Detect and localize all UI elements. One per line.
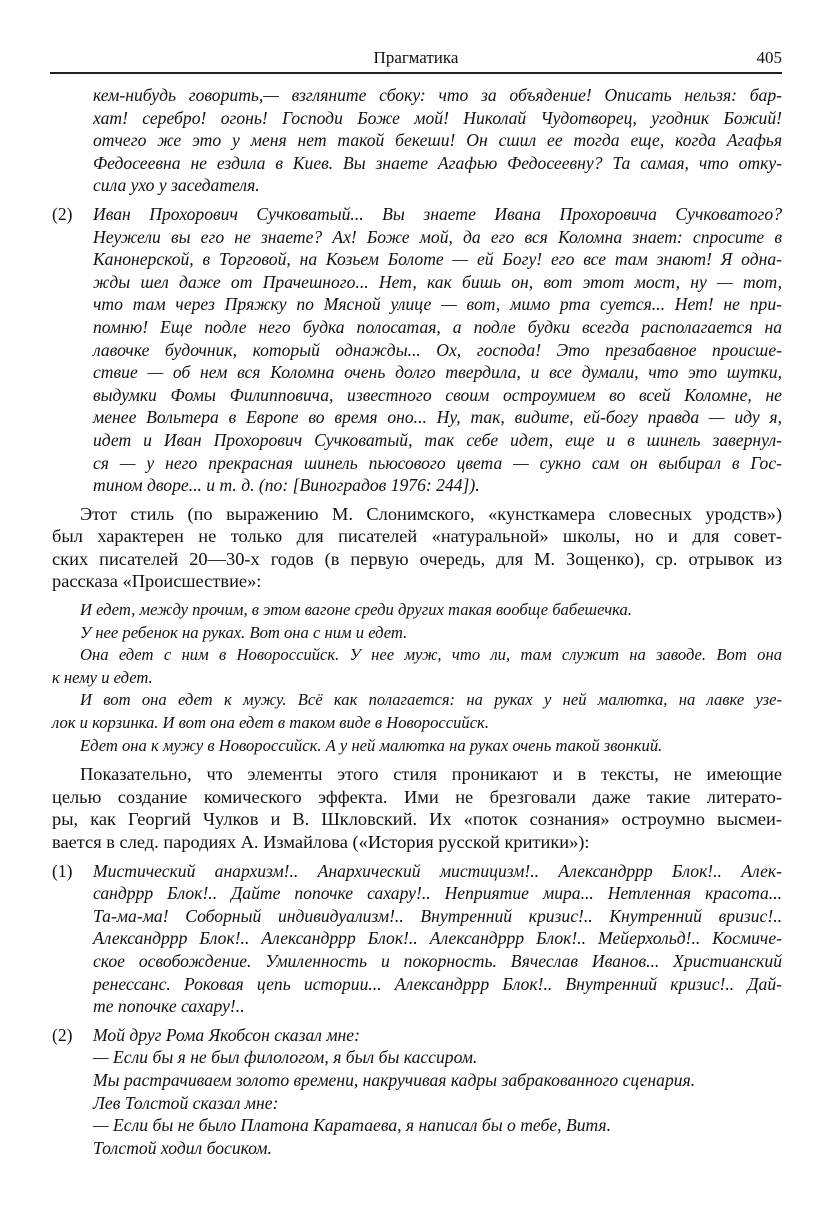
numbered-example [52,860,782,1018]
text-line: рассказа «Происшествие»: [52,571,262,592]
text-line: У нее ребенок на руках. Вот она с ним и едет. [80,622,408,642]
text-line: целью создание комического эффекта. Ими не брезговали даже такие литерато- [52,786,782,807]
text-line: Этот стиль (по выражению М. Слонимского, «кунсткамера словесных уродств») [80,503,782,524]
text-line: Она едет с ним в Новороссийск. У нее муж, что ли, там служит на заводе. Вот она [80,645,782,665]
text-line: Канонерской, в Торговой, на Козьем Болоте — ей Богу! его все там знают! Я одна- [93,249,782,270]
body-paragraph [52,763,782,853]
text-line: те попочке сахару!.. [93,996,245,1017]
text-line: помню! Еще подле него будка полосатая, а подле будки всегда располагается на [93,316,782,337]
text-line: кем-нибудь говорить,— взгляните сбоку: что за объядение! Описать нельзя: бар- [93,85,782,105]
example-number: (1) [52,860,73,881]
page-body [52,84,782,1165]
text-line: Едет она к мужу в Новороссийск. А у ней малютка на руках очень такой звонкий. [80,735,663,755]
text-line: был характерен не только для писателей «натуральной» школы, но и для совет- [52,526,782,547]
numbered-example [52,1024,782,1160]
quote-continuation [52,84,782,197]
text-line: ских писателей 20—30-х годов (в первую очередь, для М. Зощенко), ср. отрывок из [52,548,782,569]
text-line: выдумки Фомы Филипповича, известного своим остроумием во всей Коломне, не [93,384,782,405]
text-line: ры, как Георгий Чулков и В. Шкловский. Их «поток сознания» остроумно высмеи- [52,809,782,830]
text-line: И едет, между прочим, в этом вагоне среди других такая вообще бабешечка. [80,600,632,620]
text-line: ренессанс. Роковая цепь истории... Александррр Блок!.. Внутренний кризис!.. Дай- [93,973,782,994]
text-line: ся — у него прекрасная шинель пьюсового цвета — сукно сам он выбирал в Гос- [93,452,782,473]
text-line: Мой друг Рома Якобсон сказал мне: [93,1024,360,1045]
text-line: лок и корзинка. И вот она едет в таком виде в Новороссийск. [52,713,489,733]
running-title: Прагматика [373,48,459,67]
example-number: (2) [52,1024,73,1045]
text-line: Иван Прохорович Сучковатый... Вы знаете Ивана Прохоровича Сучковатого? [93,203,782,224]
text-line: Та-ма-ма! Соборный индивидуализм!.. Внутренний кризис!.. Кнутренний вризис!.. [93,905,782,926]
text-line: Показательно, что элементы этого стиля проникают и в тексты, не имеющие [80,764,782,785]
text-line: Федосеевна не ездила в Киев. Вы знаете Агафью Федосеевну? Та самая, что отку- [93,152,782,173]
text-line: сила ухо у заседателя. [93,175,260,196]
page-number: 405 [756,48,782,67]
text-line: ствие — об нем вся Коломна очень долго твердила, и все думали, что это шутки, [93,362,782,383]
numbered-example [52,203,782,497]
text-line: Толстой ходил босиком. [93,1137,272,1158]
text-line: И вот она едет к мужу. Всё как полагается: на руках у ней малютка, на лавке узе- [80,690,782,710]
body-paragraph [52,503,782,593]
text-line: Лев Толстой сказал мне: [93,1092,279,1113]
text-line: что там через Пряжку по Мясной улице — вот, мимо рта суется... Нет! не при- [93,294,782,315]
text-line: жды шел даже от Прачешного... Нет, как бишь он, вот этот мост, ну — тот, [93,271,782,292]
text-line: вается в след. пародиях А. Измайлова («История русской критики»): [52,832,590,852]
text-line: тином дворе... и т. д. (по: [Виноградов 1976: 244]). [93,475,480,496]
quoted-excerpt [52,599,782,757]
text-line: отчего же это у меня нет такой бекеши! Он сшил ее тогда еще, когда Агафья [93,130,782,151]
text-line: идет и Иван Прохорович Сучковатый, так себе идет, еще и в шинель завернул- [93,429,782,450]
example-number: (2) [52,203,73,224]
text-line: ское освобождение. Умиленность и покорность. Вячеслав Иванов... Христианский [93,950,782,971]
text-line: Мистический анархизм!.. Анархический мистицизм!.. Александррр Блок!.. Алек- [93,860,782,881]
text-line: Александррр Блок!.. Александррр Блок!.. Александррр Блок!.. Мейерхольд!.. Космиче- [93,928,782,949]
text-line: менее Вольтера в Европе во время оно... Ну, так, видите, ей-богу правда — иду я, [93,407,782,428]
text-line: сандррр Блок!.. Дайте попочке сахару!.. Неприятие мира... Нетленная красота... [93,883,782,904]
text-line: — Если бы не было Платона Каратаева, я написал бы о тебе, Витя. [93,1115,611,1136]
text-line: к нему и едет. [52,667,153,687]
text-line: Мы растрачиваем золото времени, накручивая кадры забракованного сценария. [93,1069,696,1090]
text-line: лавочке будочник, который однажды... Ох, господа! Это презабавное происше- [93,339,782,360]
running-header [50,44,782,74]
text-line: — Если бы я не был филологом, я был бы кассиром. [93,1047,478,1068]
text-line: Неужели вы его не знаете? Ах! Боже мой, да его вся Коломна знает: спросите в [93,226,782,247]
text-line: хат! серебро! огонь! Господи Боже мой! Николай Чудотворец, угодник Божий! [93,107,782,128]
